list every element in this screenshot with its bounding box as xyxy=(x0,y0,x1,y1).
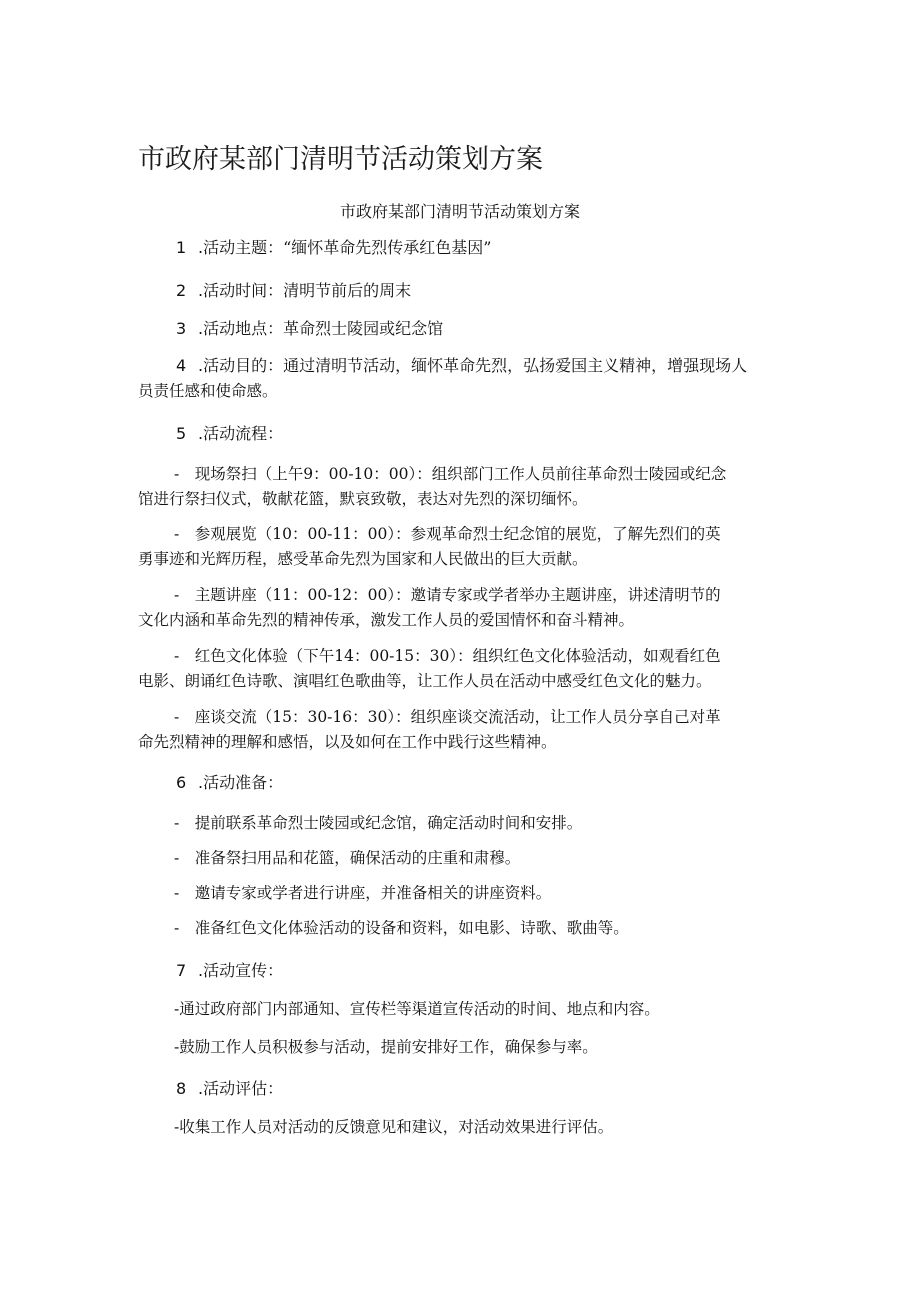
section-promotion xyxy=(176,958,283,984)
document-subtitle: 市政府某部门清明节活动策划方案 xyxy=(339,202,580,221)
section-number: 8 xyxy=(176,1079,187,1098)
section-number: 5 xyxy=(176,424,187,443)
promo-item-1: -通过政府部门内部通知、宣传栏等渠道宣传活动的时间、地点和内容。 xyxy=(174,1000,660,1018)
section-preparation xyxy=(176,770,283,796)
section-label: .活动评估： xyxy=(198,1079,284,1098)
flow-item-4-line1: - 红色文化体验（下午14：00-15：30）：组织红色文化体验活动，如观看红色 xyxy=(174,647,721,665)
section-location xyxy=(176,316,443,342)
flow-item-3-line1: - 主题讲座（11：00-12：00）：邀请专家或学者举办主题讲座，讲述清明节的 xyxy=(174,586,721,604)
section-purpose-continuation: 员责任感和使命感。 xyxy=(138,382,278,400)
flow-item-4-line2: 电影、朗诵红色诗歌、演唱红色歌曲等，让工作人员在活动中感受红色文化的魅力。 xyxy=(138,672,712,690)
section-label: .活动地点： xyxy=(198,319,284,338)
flow-item-1-line2: 馆进行祭扫仪式，敬献花篮，默哀致敬，表达对先烈的深切缅怀。 xyxy=(138,490,588,508)
prep-item-4: - 准备红色文化体验活动的设备和资料，如电影、诗歌、歌曲等。 xyxy=(174,919,629,937)
flow-item-5-line2: 命先烈精神的理解和感悟，以及如何在工作中践行这些精神。 xyxy=(138,733,557,751)
promo-item-2: -鼓励工作人员积极参与活动，提前安排好工作，确保参与率。 xyxy=(174,1038,598,1056)
flow-item-2-line1: - 参观展览（10：00-11：00）：参观革命烈士纪念馆的展览，了解先烈们的英 xyxy=(174,525,721,543)
flow-item-3-line2: 文化内涵和革命先烈的精神传承，激发工作人员的爱国情怀和奋斗精神。 xyxy=(138,611,635,629)
section-number: 6 xyxy=(176,773,187,792)
section-value: 革命烈士陵园或纪念馆 xyxy=(283,319,444,338)
section-value: “缅怀革命先烈传承红色基因” xyxy=(283,238,492,257)
section-purpose xyxy=(176,353,747,379)
flow-item-1-line1: - 现场祭扫（上午9：00-10：00）：组织部门工作人员前往革命烈士陵园或纪念 xyxy=(174,465,727,483)
section-number: 1 xyxy=(176,238,187,257)
section-evaluation xyxy=(176,1076,283,1102)
section-flow xyxy=(176,421,283,447)
section-number: 7 xyxy=(176,961,187,980)
section-label: .活动流程： xyxy=(198,424,284,443)
section-number: 2 xyxy=(176,281,187,300)
flow-item-2-line2: 勇事迹和光辉历程，感受革命先烈为国家和人民做出的巨大贡献。 xyxy=(138,550,588,568)
section-value: 清明节前后的周末 xyxy=(283,281,412,300)
section-label: .活动时间： xyxy=(198,281,284,300)
section-label: .活动准备： xyxy=(198,773,284,792)
section-number: 3 xyxy=(176,319,187,338)
section-time xyxy=(176,278,411,304)
section-theme xyxy=(176,235,491,261)
section-label: .活动主题： xyxy=(198,238,284,257)
prep-item-1: - 提前联系革命烈士陵园或纪念馆，确定活动时间和安排。 xyxy=(174,814,583,832)
flow-item-5-line1: - 座谈交流（15：30-16：30）：组织座谈交流活动，让工作人员分享自己对革 xyxy=(174,708,721,726)
section-label: .活动目的： xyxy=(198,356,284,375)
prep-item-3: - 邀请专家或学者进行讲座，并准备相关的讲座资料。 xyxy=(174,884,552,902)
section-value: 通过清明节活动，缅怀革命先烈，弘扬爱国主义精神，增强现场人 xyxy=(283,356,748,375)
eval-item-1: -收集工作人员对活动的反馈意见和建议，对活动效果进行评估。 xyxy=(174,1118,614,1136)
section-number: 4 xyxy=(176,356,187,375)
prep-item-2: - 准备祭扫用品和花篮，确保活动的庄重和肃穆。 xyxy=(174,849,521,867)
section-label: .活动宣传： xyxy=(198,961,284,980)
document-title: 市政府某部门清明节活动策划方案 xyxy=(138,144,543,175)
